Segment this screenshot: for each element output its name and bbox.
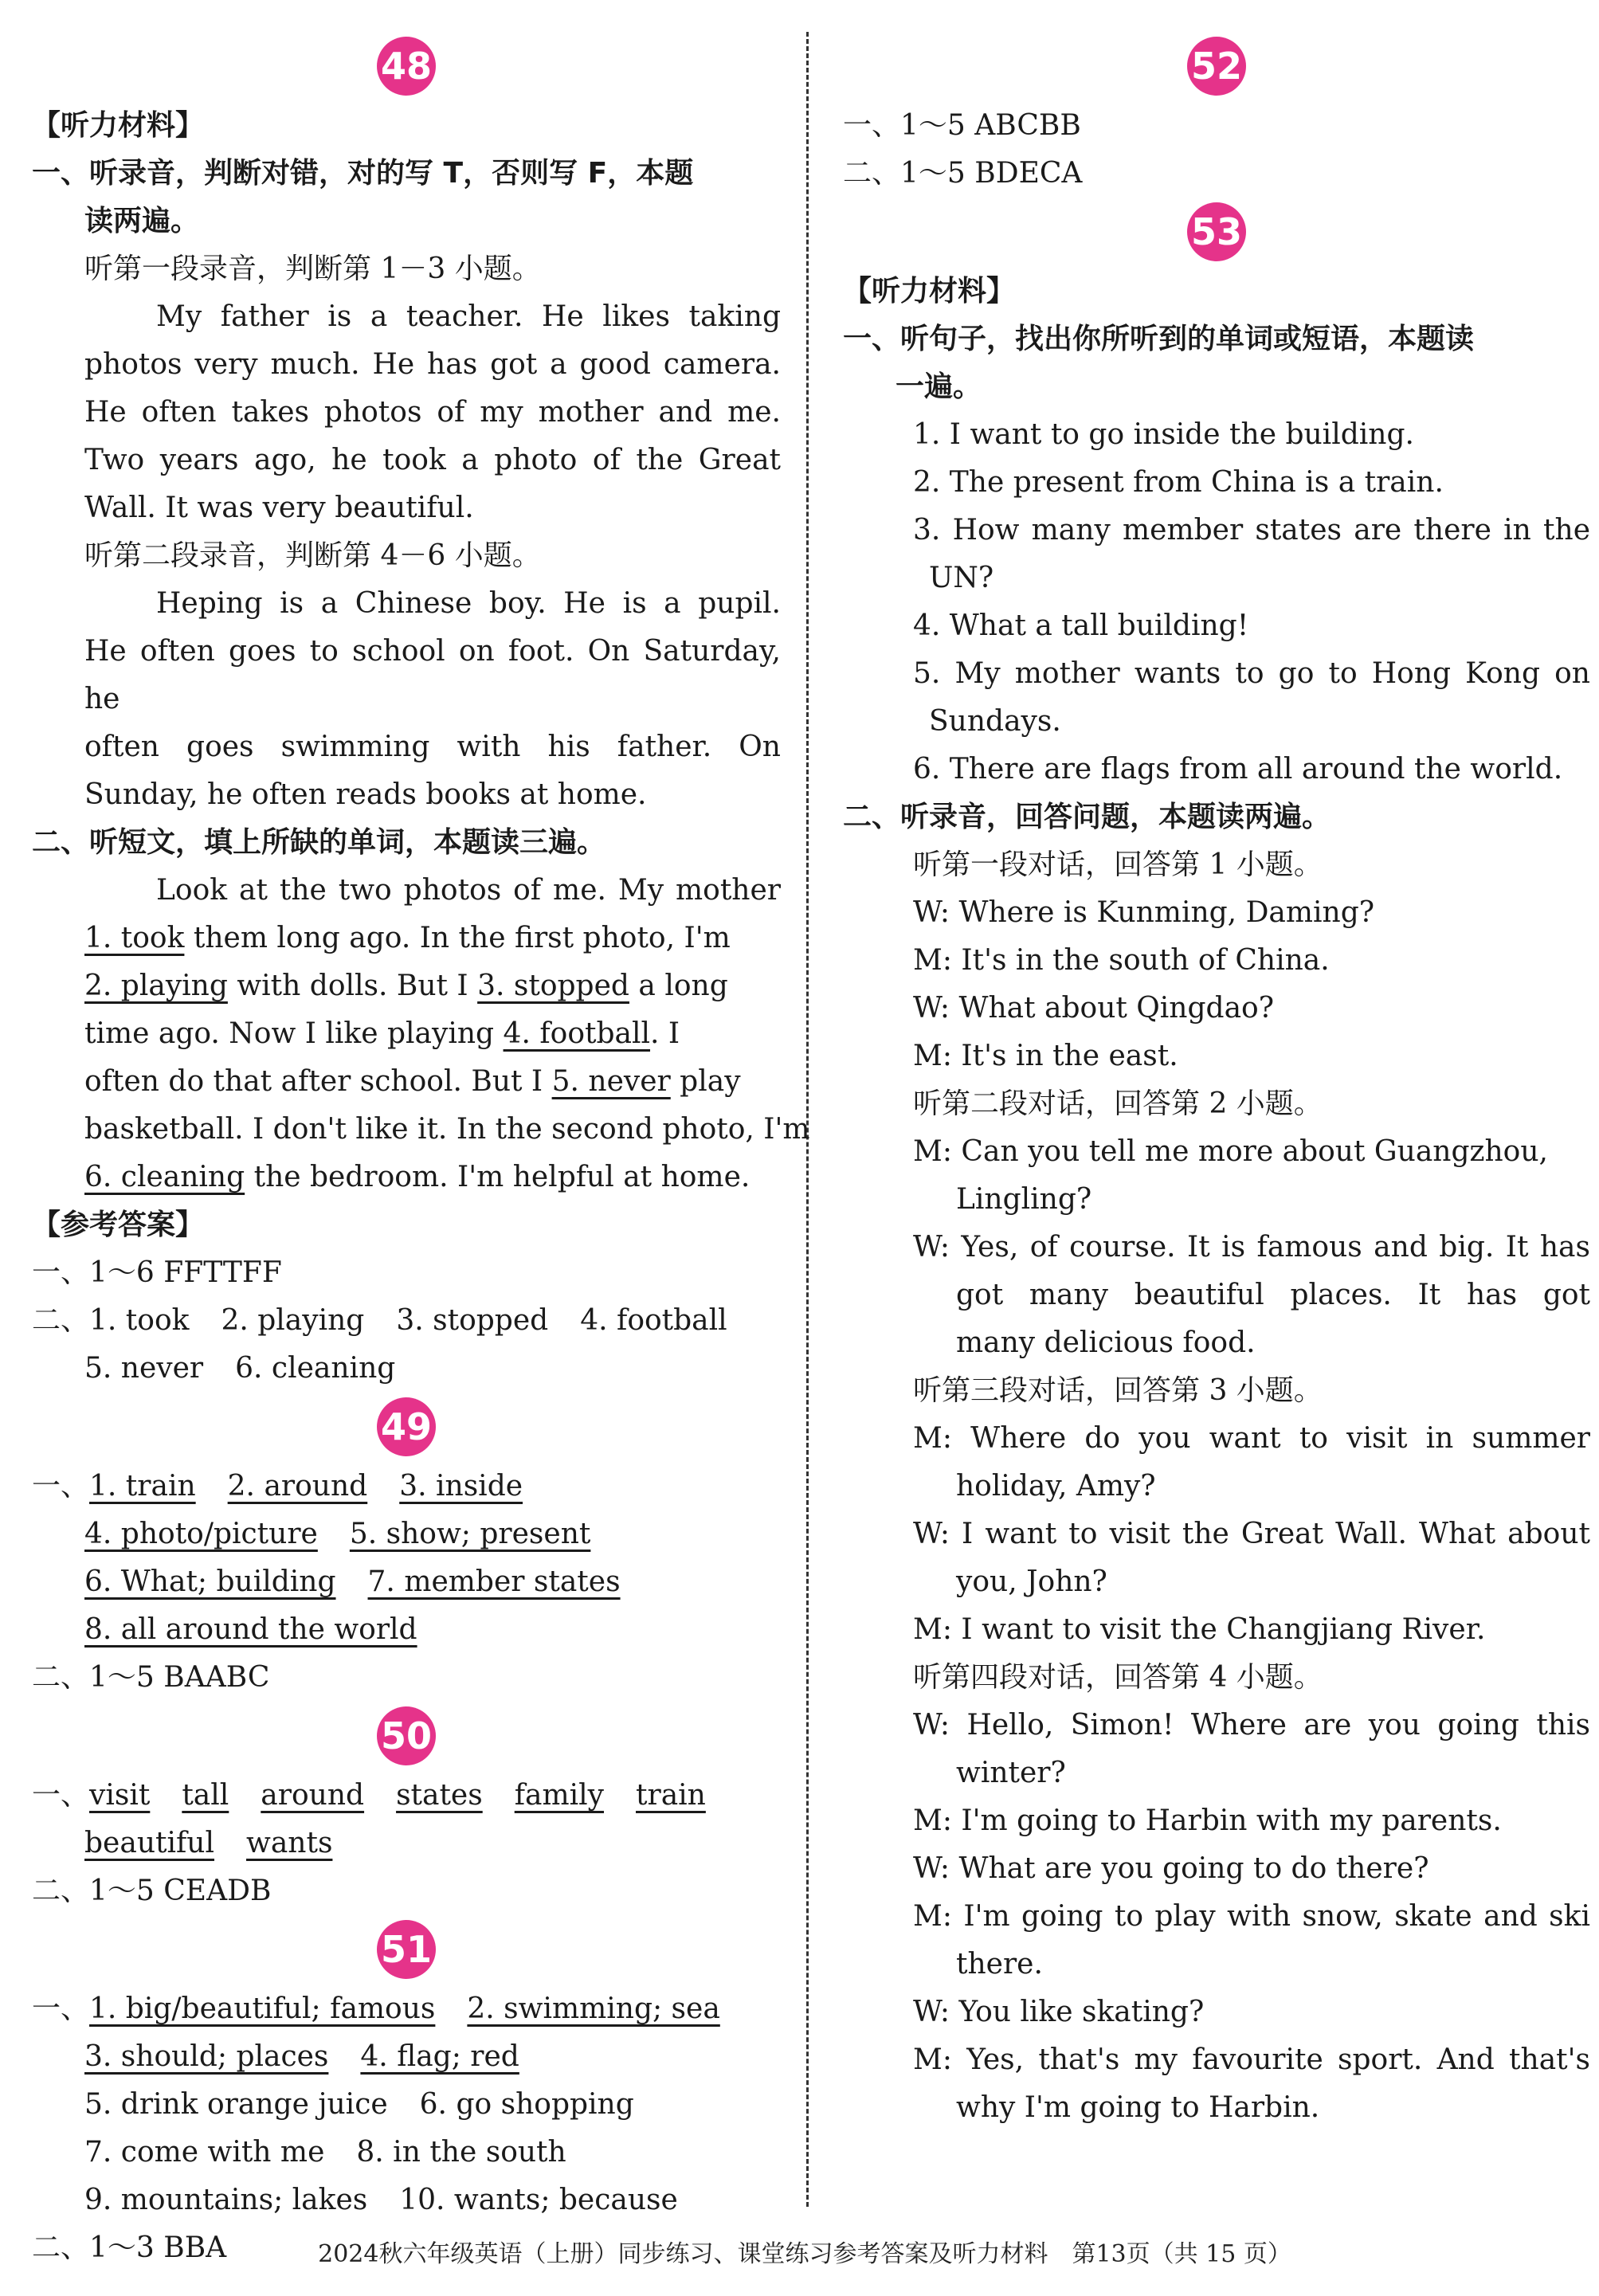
answer-line: 3. should; places 4. flag; red — [84, 2040, 519, 2073]
section-badge-52: 52 — [1187, 37, 1246, 96]
fill-line: Look at the two photos of me. My mother — [156, 874, 781, 907]
dialogue-title: 听第四段对话，回答第 4 小题。 — [913, 1661, 1323, 1694]
dialogue-line: M: Where do you want to visit in summer — [913, 1422, 1590, 1455]
answer-line: 二、1～3 BBA — [32, 2231, 227, 2264]
dialogue-line: M: I'm going to Harbin with my parents. — [913, 1804, 1502, 1837]
answer-line: 二、1～5 CEADB — [32, 1875, 272, 1907]
blank-3: 3. stopped — [477, 970, 629, 1002]
sentence: 6. There are flags from all around the world. — [913, 753, 1563, 786]
dialogue-line: W: You like skating? — [913, 1996, 1205, 2028]
section-badge-51: 51 — [377, 1920, 436, 1979]
sentence-cont: UN? — [929, 562, 994, 594]
sentence: 4. What a tall building! — [913, 609, 1249, 642]
listening-material-header: 【听力材料】 — [843, 275, 1016, 308]
answer-line: 9. mountains; lakes 10. wants; because — [84, 2184, 678, 2216]
answer-line: 一、visit tall around states family train — [32, 1779, 706, 1812]
section-badge-50: 50 — [377, 1706, 436, 1765]
answer-line: 8. all around the world — [84, 1613, 417, 1646]
dialogue-title: 听第一段对话，回答第 1 小题。 — [913, 848, 1323, 881]
dialogue-line-cont: holiday, Amy? — [956, 1470, 1156, 1503]
part1-instruction: 一、听录音，判断对错，对的写 T，否则写 F，本题 — [32, 157, 694, 190]
segment2-title: 听第二段录音，判断第 4－6 小题。 — [84, 539, 541, 572]
dialogue-line: M: Yes, that's my favourite sport. And that's — [913, 2043, 1590, 2076]
dialogue-line: M: I want to visit the Changjiang River. — [913, 1613, 1486, 1646]
dialogue-title: 听第二段对话，回答第 2 小题。 — [913, 1087, 1323, 1120]
answer-line: 5. drink orange juice 6. go shopping — [84, 2088, 634, 2121]
answer-line: 一、1～5 ABCBB — [843, 109, 1081, 142]
text1-line: photos very much. He has got a good camera. — [84, 348, 781, 381]
dialogue-line-cont: got many beautiful places. It has got — [956, 1279, 1590, 1311]
text1-line: He often takes photos of my mother and me. — [84, 396, 781, 429]
dialogue-line: M: It's in the south of China. — [913, 944, 1330, 977]
dialogue-line-cont: why I'm going to Harbin. — [956, 2091, 1320, 2124]
answer-key-header: 【参考答案】 — [32, 1209, 205, 1241]
dialogue-line-cont: many delicious food. — [956, 1326, 1256, 1359]
section-badge-49: 49 — [377, 1397, 436, 1456]
blank-5: 5. never — [551, 1065, 671, 1098]
text2-line: often goes swimming with his father. On — [84, 731, 781, 763]
blank-4: 4. football — [503, 1017, 651, 1050]
answer-line: 5. never 6. cleaning — [84, 1352, 396, 1385]
right-column — [843, 32, 1590, 2132]
dialogue-line: W: Hello, Simon! Where are you going this — [913, 1709, 1590, 1742]
part2-instruction: 二、听录音，回答问题，本题读两遍。 — [843, 801, 1331, 833]
text2-line: Heping is a Chinese boy. He is a pupil. — [156, 587, 781, 620]
dialogue-line: M: It's in the east. — [913, 1040, 1178, 1072]
answer-line: 二、1～5 BDECA — [843, 157, 1083, 190]
dialogue-line: M: I'm going to play with snow, skate and ski — [913, 1900, 1590, 1933]
fill-line: basketball. I don't like it. In the second photo, I'm — [84, 1113, 810, 1146]
dialogue-title: 听第三段对话，回答第 3 小题。 — [913, 1374, 1323, 1407]
answer-line: 7. come with me 8. in the south — [84, 2136, 566, 2169]
segment1-title: 听第一段录音，判断第 1－3 小题。 — [84, 253, 541, 285]
sentence: 5. My mother wants to go to Hong Kong on — [913, 657, 1590, 690]
listening-material-header: 【听力材料】 — [32, 109, 205, 142]
answer-line: beautiful wants — [84, 1827, 333, 1859]
fill-line: often do that after school. But I 5. never play — [84, 1065, 741, 1098]
dialogue-line: W: What are you going to do there? — [913, 1852, 1429, 1885]
answer-line: 二、1～5 BAABC — [32, 1661, 270, 1694]
answer-line: 一、1～6 FFTTFF — [32, 1256, 282, 1289]
fill-line: 2. playing with dolls. But I 3. stopped a long — [84, 970, 728, 1002]
dialogue-line: W: What about Qingdao? — [913, 992, 1275, 1025]
dialogue-line: M: Can you tell me more about Guangzhou, — [913, 1135, 1548, 1168]
dialogue-line: W: I want to visit the Great Wall. What about — [913, 1518, 1590, 1550]
page-footer: 2024秋六年级英语（上册）同步练习、课堂练习参考答案及听力材料 第13页（共 15 页） — [318, 2240, 1291, 2268]
text2-line: Sunday, he often reads books at home. — [84, 778, 647, 811]
sentence-cont: Sundays. — [929, 705, 1061, 738]
answer-line: 4. photo/picture 5. show; present — [84, 1518, 591, 1550]
blank-6: 6. cleaning — [84, 1161, 245, 1193]
text1-line: My father is a teacher. He likes taking — [156, 300, 781, 333]
text1-line: Two years ago, he took a photo of the Great — [84, 444, 781, 476]
section-badge-53: 53 — [1187, 202, 1246, 261]
dialogue-line-cont: there. — [956, 1948, 1043, 1981]
part2-instruction: 二、听短文，填上所缺的单词，本题读三遍。 — [32, 826, 606, 859]
sentence: 1. I want to go inside the building. — [913, 418, 1414, 451]
text2-line: He often goes to school on foot. On Saturday, he — [84, 635, 781, 715]
part1-instruction-cont: 读两遍。 — [84, 205, 200, 237]
sentence: 2. The present from China is a train. — [913, 466, 1444, 499]
dialogue-line-cont: you, John? — [956, 1565, 1107, 1598]
part1-instruction: 一、听句子，找出你所听到的单词或短语，本题读 — [843, 323, 1475, 355]
sentence: 3. How many member states are there in the — [913, 514, 1590, 547]
answer-line: 一、1. big/beautiful; famous 2. swimming; sea — [32, 1992, 720, 2025]
blank-2: 2. playing — [84, 970, 228, 1002]
answer-line: 6. What; building 7. member states — [84, 1565, 621, 1598]
section-badge-48: 48 — [377, 37, 436, 96]
fill-line: 6. cleaning the bedroom. I'm helpful at home. — [84, 1161, 751, 1193]
blank-1: 1. took — [84, 922, 185, 954]
part1-instruction-cont: 一遍。 — [896, 370, 982, 403]
dialogue-line: W: Where is Kunming, Daming? — [913, 896, 1375, 929]
fill-line: 1. took them long ago. In the first photo, I'm — [84, 922, 731, 954]
text1-line: Wall. It was very beautiful. — [84, 492, 474, 524]
answer-line: 一、1. train 2. around 3. inside — [32, 1470, 523, 1503]
fill-line: time ago. Now I like playing 4. football. I — [84, 1017, 680, 1050]
answer-line: 二、1. took 2. playing 3. stopped 4. football — [32, 1304, 727, 1337]
dialogue-line: W: Yes, of course. It is famous and big. It has — [913, 1231, 1590, 1264]
dialogue-line-cont: Lingling? — [956, 1183, 1092, 1216]
dialogue-line-cont: winter? — [956, 1757, 1066, 1789]
